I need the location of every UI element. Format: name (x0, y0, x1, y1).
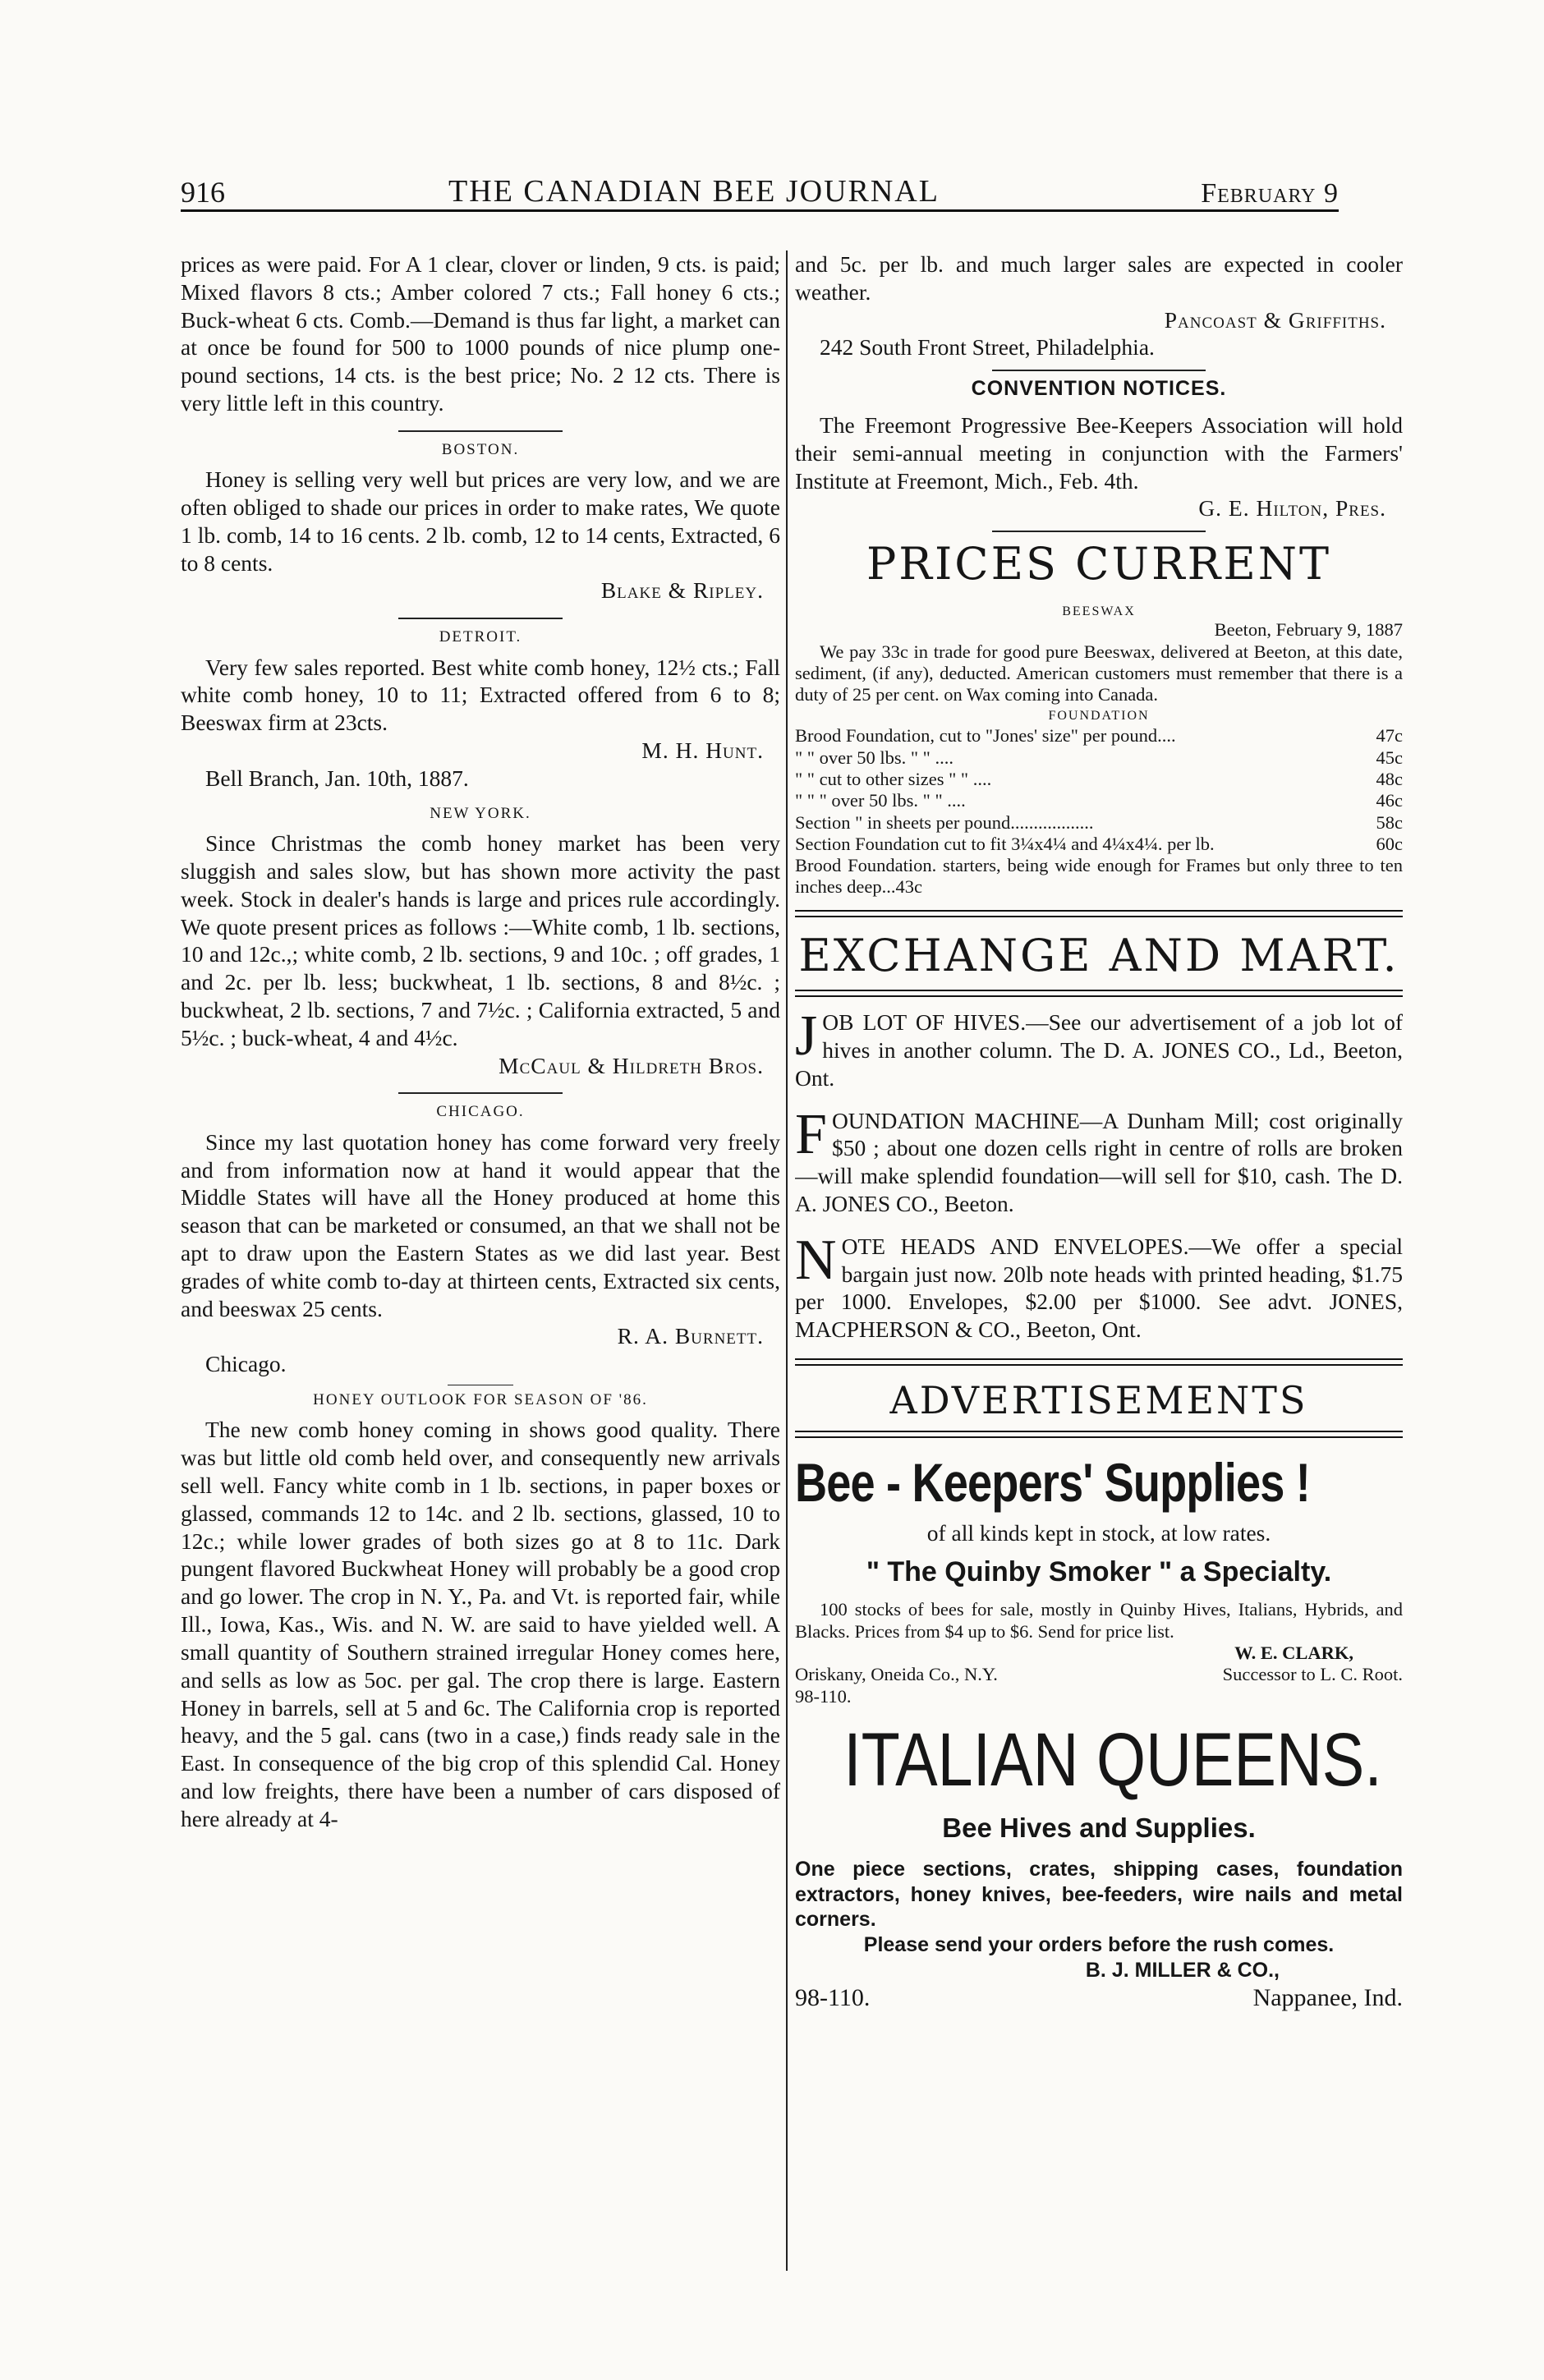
issue-date: February 9 (1201, 178, 1339, 209)
boston-report: Honey is selling very well but prices are very low, and we are often obliged to shade our prices in order to make rates, We quote 1 lb. comb, 14 to 16 cents. 2 lb. comb, 12 to 14 cents, Extracted, 6 to 8 cents. (181, 466, 780, 576)
newyork-signature: McCaul & Hildreth Bros. (499, 1052, 764, 1078)
chicago-signature: R. A. Burnett. (617, 1323, 764, 1349)
detroit-place: Bell Branch, Jan. 10th, 1887. (205, 765, 469, 791)
convention-notice: The Freemont Progressive Bee-Keepers Association will hold their semi-annual meeting in conjunction with the Farmers' Institute at Freemont, Mich., Feb. 4th. (795, 412, 1403, 494)
clark-address-row (795, 1664, 1403, 1685)
section-rule (795, 990, 1403, 997)
chicago-report: Since my last quotation honey has come forward very freely and from information now at hand it would appear that the Middle States will have all the Honey produced at home this season that can be marketed or consumed, an that we shall not be apt to draw upon the Eastern States as we did last year. Best grades of white comb to-day at thirteen cents, Extracted six cents, and beeswax 25 cents. (181, 1128, 780, 1321)
divider (398, 1092, 563, 1094)
divider (398, 618, 563, 619)
column-divider (786, 250, 788, 2271)
intro-paragraph: prices as were paid. For A 1 clear, clover or linden, 9 cts. is paid; Mixed flavors 8 cts.; Amber colored 7 cts.; Fall honey 6 cts.; Buck-wheat 6 cts. Comb.—Demand is thus far light, a market can at once be found for 500 to 1000 pounds of nice plump one-pound sections, 14 cts. is the best price; No. 2 12 cts. There is very little left in this country. (181, 251, 780, 416)
outlook-report: The new comb honey coming in shows good quality. There was but little old comb held over, and consequently new arrivals sell well. Fancy white comb in 1 lb. sections, in paper boxes or glassed, commands 12 to 14c. and 2 lb. sections, glassed, 10 to 12c.; while lower grades of both sizes go at 8 to 11c. Dark pungent flavored Buckwheat Honey will probably be a good crop and go lower. The crop in N. Y., Pa. and Vt. is reported fair, while Ill., Iowa, Kas., Wis. and N. W. are said to have yielded well. A small quantity of Southern strained irregular Honey comes here, and sells as low as 5oc. per gal. The crop there is large. Eastern Honey in barrels, sell at 5 and 6c. The California crop is reported heavy, and the 5 gal. cans (two in a case,) finds ready sale in the East. In consequence of the big crop of this splendid Cal. Honey and low freights, there have been a number of cars disposed of here already at 4- (181, 1417, 780, 1831)
ornament-rule (992, 370, 1206, 371)
miller-rush-notice: Please send your orders before the rush comes. (863, 1933, 1335, 1957)
pancoast-signature: Pancoast & Griffiths. (1164, 306, 1386, 333)
prices-current-title: PRICES CURRENT (866, 538, 1332, 590)
price-row: Section Foundation cut to fit 3¼x4¼ and 4¼x4¼. per lb. 60c (795, 833, 1403, 854)
boston-heading: BOSTON. (441, 440, 520, 458)
bee-keepers-supplies-heading: Bee - Keepers' Supplies ! (795, 1451, 1310, 1513)
bee-hives-heading: Bee Hives and Supplies. (942, 1813, 1256, 1844)
convention-heading: CONVENTION NOTICES. (971, 377, 1227, 401)
miller-footer-row (795, 1983, 1403, 2014)
page-header (181, 168, 1339, 212)
price-row: Brood Foundation, cut to "Jones' size" per pound.... 47c (795, 725, 1403, 747)
drop-cap: J (795, 1009, 818, 1068)
pancoast-address: 242 South Front Street, Philadelphia. (820, 334, 1155, 361)
clark-signature: W. E. CLARK, (1234, 1643, 1353, 1664)
drop-cap: F (795, 1106, 827, 1166)
miller-place: Nappanee, Ind. (1252, 1983, 1403, 2011)
clark-place: Oriskany, Oneida Co., N.Y. (795, 1664, 998, 1685)
section-rule (795, 1431, 1403, 1438)
classified-ad (795, 1233, 1403, 1344)
continued-paragraph: and 5c. per lb. and much larger sales are expected in cooler weather. (795, 251, 1403, 305)
newyork-report: Since Christmas the comb honey market has been very sluggish and sales slow, but has shown more activity the past week. Stock in dealer's hands is large and prices rule accordingly. We quote present prices as follows :—White comb, 1 lb. sections, 10 and 12c.,; white comb, 2 lb. sections, 9 and 10c. ; off grades, 1 and 2c. per lb. less; buckwheat, 1 lb. sections, 8 and 8½c. ; buckwheat, 2 lb. sections, 7 and 7½c. ; California extracted, 5 and 5½c. ; buck-wheat, 4 and 4½c. (181, 830, 780, 1050)
divider (398, 430, 563, 432)
drop-cap: N (795, 1232, 837, 1292)
price-row: " " over 50 lbs. " " .... 45c (795, 747, 1403, 768)
page-number: 916 (181, 176, 225, 209)
miller-ad-text: One piece sections, crates, shipping cases, foundation extractors, honey knives, bee-feeders, wire nails and metal corners. (795, 1857, 1403, 1932)
section-rule (795, 910, 1403, 917)
clark-successor: Successor to L. C. Root. (1222, 1664, 1403, 1685)
journal-title: THE CANADIAN BEE JOURNAL (448, 174, 940, 209)
section-rule (795, 1358, 1403, 1366)
price-row: " " " over 50 lbs. " " .... 46c (795, 790, 1403, 811)
beeswax-notice: We pay 33c in trade for good pure Beeswax, delivered at Beeton, at this date, sediment, (if any), deducted. American customers must remember that there is a duty of 25 per cent. on Wax coming into Canada. (795, 641, 1403, 705)
italian-queens-heading: ITALIAN QUEENS. (843, 1718, 1382, 1803)
boston-signature: Blake & Ripley. (600, 577, 764, 604)
newyork-heading: NEW YORK. (430, 804, 531, 822)
ornament-rule (992, 531, 1206, 532)
quinby-ad-text: 100 stocks of bees for sale, mostly in Quinby Hives, Italians, Hybrids, and Blacks. Prices from $4 up to $6. Send for price list. (795, 1599, 1403, 1642)
beeswax-heading: BEESWAX (1062, 604, 1136, 618)
advertisements-title: ADVERTISEMENTS (889, 1378, 1308, 1423)
chicago-place: Chicago. (205, 1351, 287, 1377)
convention-signature: G. E. Hilton, Pres. (1198, 495, 1386, 521)
foundation-heading: FOUNDATION (1048, 708, 1150, 723)
ad-number: 98-110. (795, 1685, 852, 1707)
right-column (795, 250, 1403, 2279)
beeswax-date: Beeton, February 9, 1887 (1214, 619, 1403, 641)
ad-text: OTE HEADS AND ENVELOPES.—We offer a special bargain just now. 20lb note heads with printed heading, $1.75 per 1000. Envelopes, $2.00 per $1000. See advt. JONES, MACPHERSON & CO., Beeton, Ont. (795, 1233, 1403, 1343)
miller-signature: B. J. MILLER & CO., (1085, 1958, 1280, 1982)
exchange-mart-title: EXCHANGE AND MART. (798, 929, 1399, 981)
ad-number: 98-110. (795, 1983, 871, 2011)
left-column (181, 250, 780, 2279)
outlook-heading: HONEY OUTLOOK FOR SEASON OF '86. (313, 1391, 648, 1409)
classified-ad (795, 1009, 1403, 1091)
detroit-heading: DETROIT. (439, 628, 522, 646)
detroit-report: Very few sales reported. Best white comb honey, 12½ cts.; Fall white comb honey, 10 to 11; Extracted offered from 6 to 8; Beeswax firm at 23cts. (181, 654, 780, 736)
ad-text: OUNDATION MACHINE—A Dunham Mill; cost originally $50 ; about one dozen cells right in centre of rolls are broken—will make splendid foundation—will sell for $10, cash. The D. A. JONES CO., Beeton. (795, 1107, 1403, 1217)
foundation-price-table (795, 725, 1403, 898)
classified-ad (795, 1107, 1403, 1218)
price-row: Section " in sheets per pound.................. 58c (795, 811, 1403, 833)
detroit-signature: M. H. Hunt. (641, 737, 764, 764)
chicago-heading: CHICAGO. (436, 1103, 525, 1121)
quinby-smoker-heading: " The Quinby Smoker " a Specialty. (866, 1555, 1332, 1587)
ad-text: OB LOT OF HIVES.—See our advertisement of a job lot of hives in another column. The D. A. JONES CO., Ld., Beeton, Ont. (795, 1009, 1403, 1091)
supplies-subtitle: of all kinds kept in stock, at low rates. (926, 1519, 1271, 1546)
price-row: Brood Foundation. starters, being wide enough for Frames but only three to ten inches deep...43c (795, 855, 1403, 898)
price-row: " " cut to other sizes " " .... 48c (795, 768, 1403, 789)
